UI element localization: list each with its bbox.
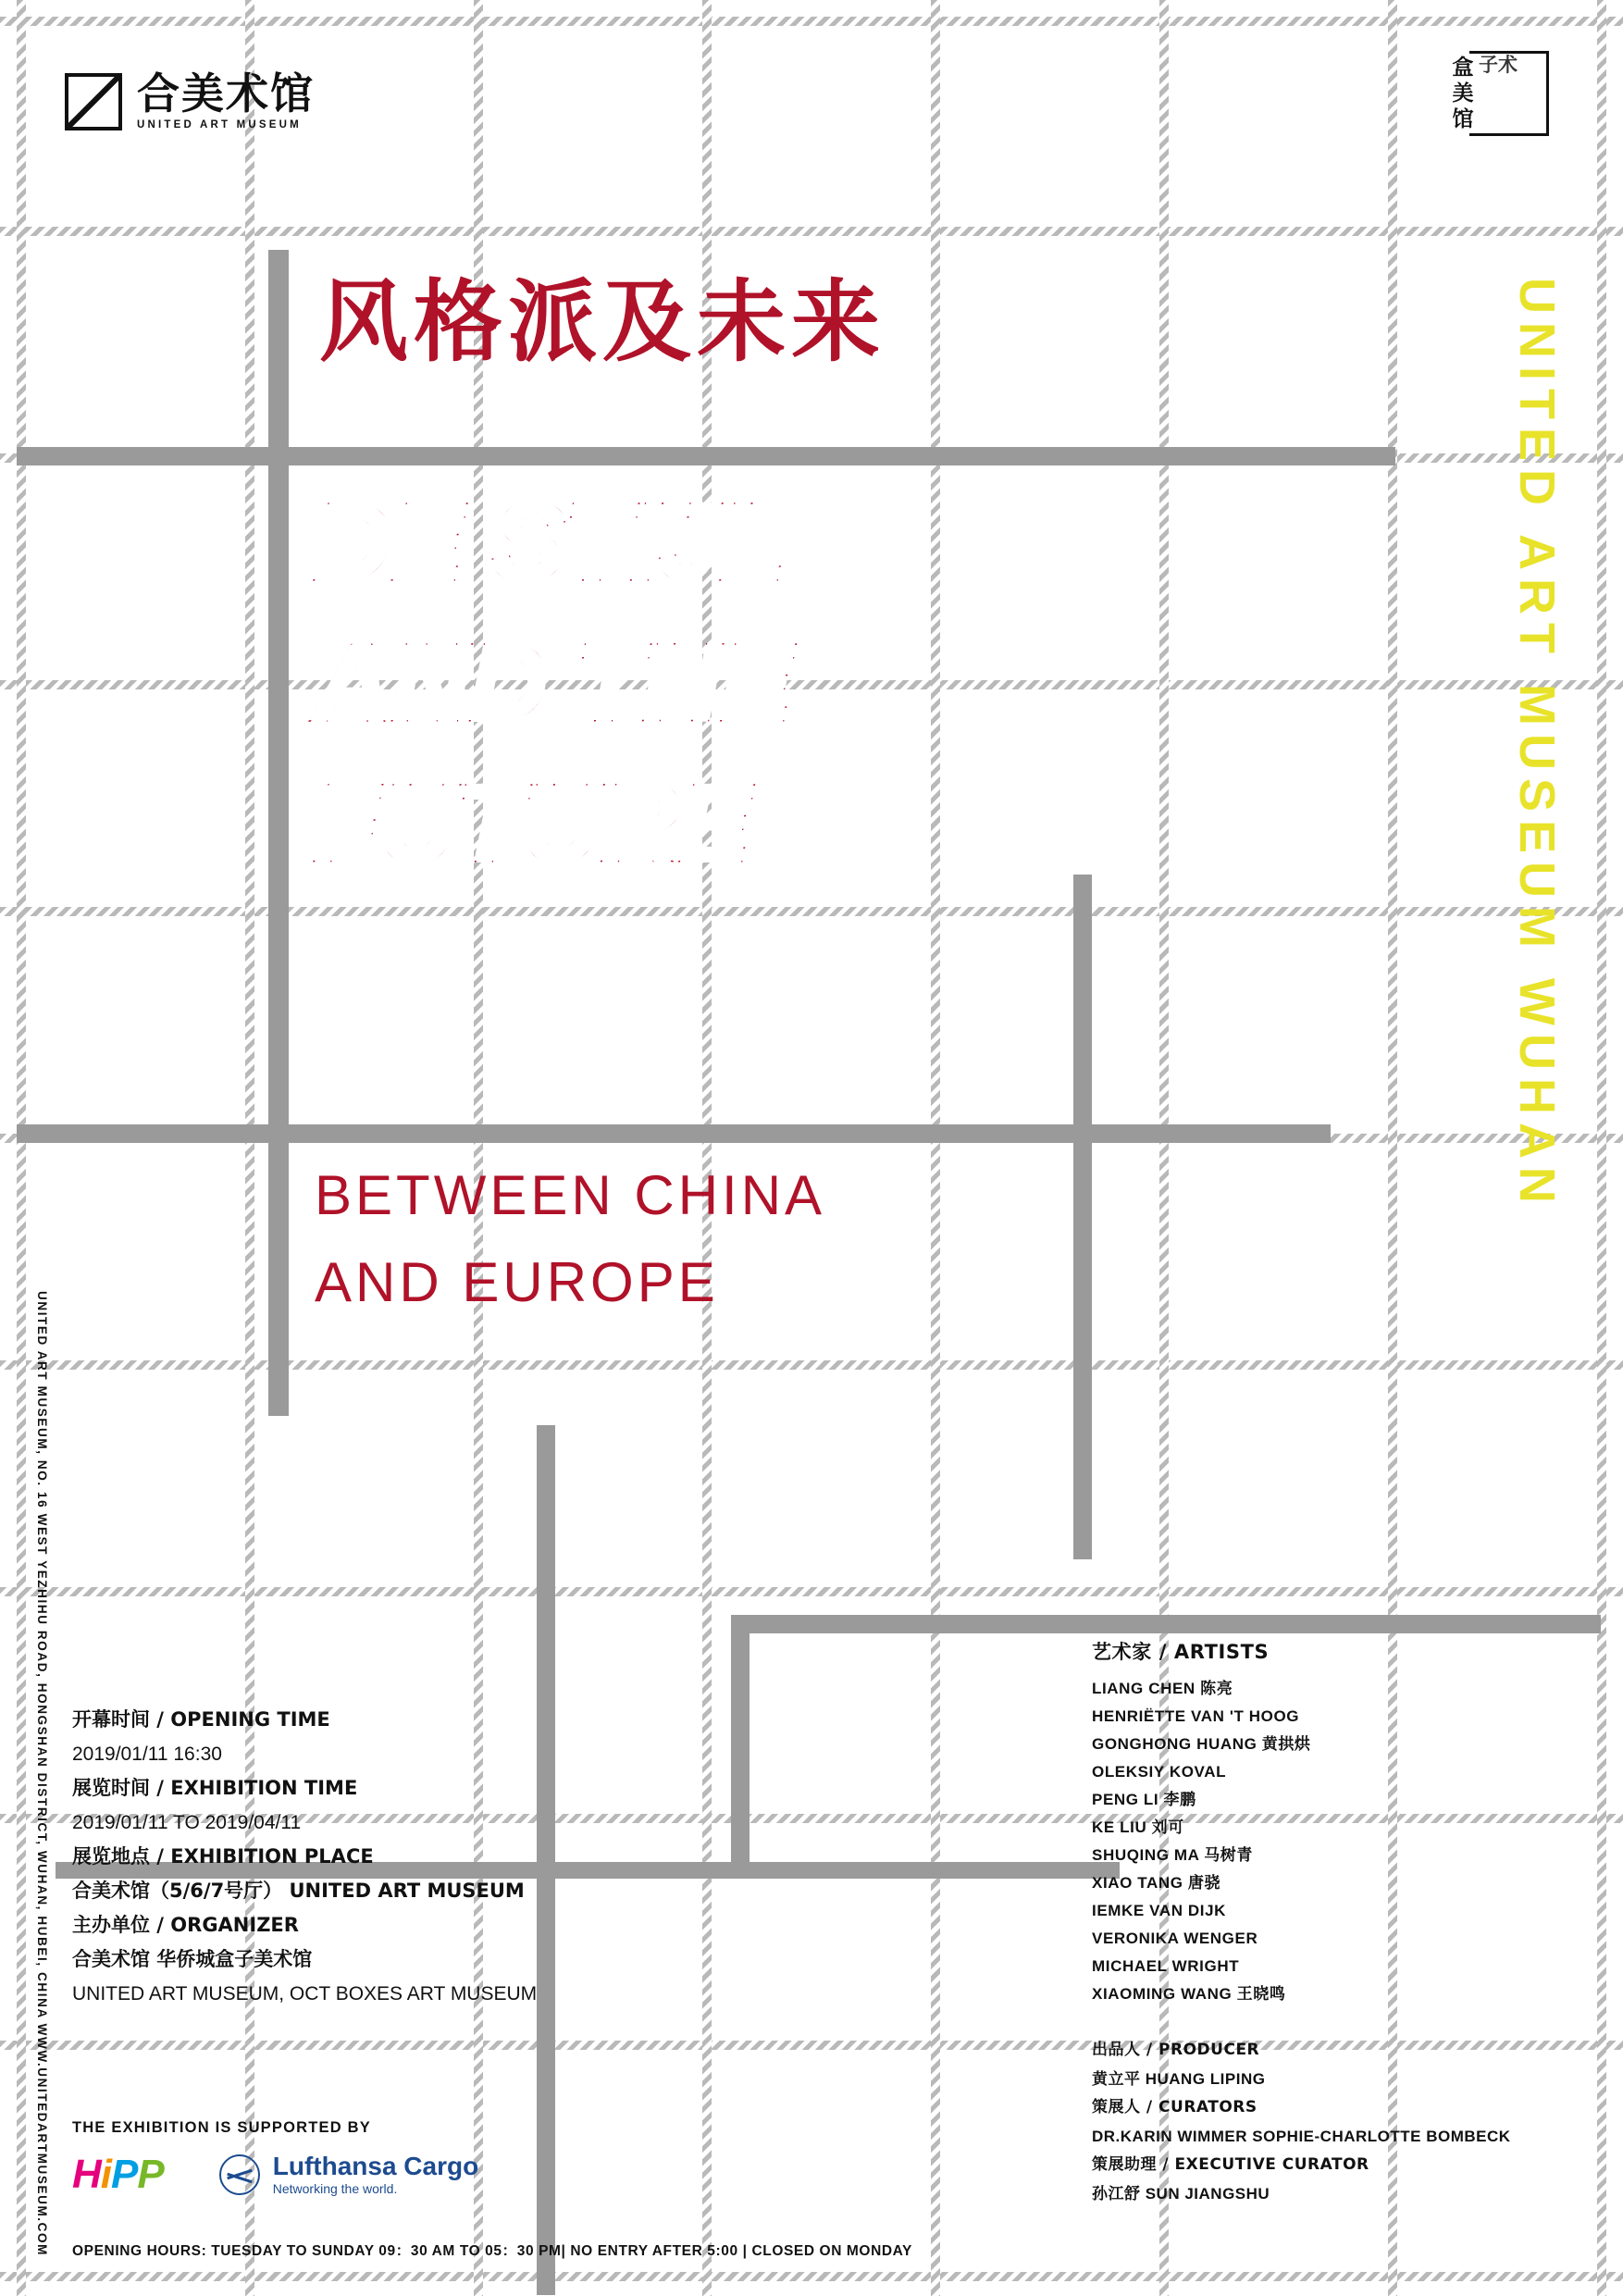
museum-logo-mark [65,73,122,130]
subtitle-line-2: AND EUROPE [315,1251,719,1313]
exhibition-info [72,1703,646,2011]
artist-item: MICHAEL WRIGHT [1092,1957,1240,1975]
lufthansa-cargo-logo [219,2153,478,2197]
producer-value: 黄立平 HUANG LIPING [1092,2070,1266,2088]
lufthansa-crane-icon [219,2154,260,2195]
artist-item: XIAOMING WANG 王晓鸣 [1092,1985,1286,2003]
artist-item: IEMKE VAN DIJK [1092,1902,1227,1919]
artist-item: SHUQING MA 马树青 [1092,1846,1253,1864]
opening-time-label: 开幕时间 / OPENING TIME [72,1708,330,1731]
executive-curator-value: 孙江舒 SUN JIANGSHU [1092,2185,1270,2203]
title-chinese: 风格派及未来 [319,270,886,374]
curators-label: 策展人 / CURATORS [1092,2098,1258,2116]
lufthansa-name: Lufthansa Cargo [272,2152,479,2180]
boxes-logo-cn2: 子术 [1479,54,1518,76]
oct-boxes-art-museum-logo [1447,51,1549,139]
organizer-cn: 合美术馆 华侨城盒子美术馆 [72,1948,313,1970]
artist-item: VERONIKA WENGER [1092,1930,1258,1947]
opening-hours: OPENING HOURS: TUESDAY TO SUNDAY 09：30 AM TO 05：30 PM| NO ENTRY AFTER 5:00 | CLOSED ON MONDAY [72,2243,912,2259]
title-line-3: FUTURE [313,753,1081,894]
organizer-en: UNITED ART MUSEUM, OCT BOXES ART MUSEUM [72,1983,538,2004]
artists-section [1092,1638,1592,2008]
boxes-logo-cn1: 盒美馆 [1452,56,1474,131]
artists-heading: 艺术家 / ARTISTS [1092,1641,1270,1663]
artist-item: HENRIËTTE VAN 'T HOOG [1092,1707,1300,1725]
title-english [313,472,1081,894]
curators-value: DR.KARIN WIMMER SOPHIE-CHARLOTTE BOMBECK [1092,2128,1511,2145]
title-line-1: DE STIJL [313,472,1081,613]
organizer-label: 主办单位 / ORGANIZER [72,1914,299,1936]
title-line-2: AND THE [313,613,1081,753]
artist-item: GONGHONG HUANG 黄拱烘 [1092,1735,1311,1753]
vertical-museum-name: UNITED ART MUSEUM WUHAN [1509,278,1565,1211]
vertical-address: UNITED ART MUSEUM, NO. 16 WEST YEZHIHU ROAD, HONGSHAN DISTRICT, WUHAN, HUBEI, CHINA WWW.UNITEDARTMUSEUM.COM [35,1291,49,2256]
artist-item: XIAO TANG 唐骁 [1092,1874,1221,1892]
museum-logo-en: UNITED ART MUSEUM [137,119,302,130]
exhibition-time-label: 展览时间 / EXHIBITION TIME [72,1777,358,1799]
exhibition-place-label: 展览地点 / EXHIBITION PLACE [72,1845,374,1868]
artist-item: PENG LI 李鹏 [1092,1791,1196,1808]
hipp-logo: HiPP [72,2152,164,2197]
artist-item: OLEKSIY KOVAL [1092,1763,1227,1781]
lufthansa-tagline: Networking the world. [272,2181,398,2196]
artist-item: LIANG CHEN 陈亮 [1092,1680,1233,1697]
supported-by-label: THE EXHIBITION IS SUPPORTED BY [72,2119,371,2136]
artist-item: KE LIU 刘可 [1092,1818,1184,1836]
museum-logo-cn: 合美术馆 [137,68,315,118]
exhibition-time-value: 2019/01/11 TO 2019/04/11 [72,1812,302,1833]
united-art-museum-logo [65,68,315,130]
sponsor-logos [72,2152,478,2198]
subtitle [315,1152,825,1326]
opening-time-value: 2019/01/11 16:30 [72,1744,222,1765]
executive-curator-label: 策展助理 / EXECUTIVE CURATOR [1092,2155,1369,2174]
subtitle-line-1: BETWEEN CHINA [315,1164,826,1226]
producer-label: 出品人 / PRODUCER [1092,2041,1260,2059]
exhibition-place-value: 合美术馆（5/6/7号厅） UNITED ART MUSEUM [72,1880,525,1902]
credits-section [1092,2036,1610,2208]
